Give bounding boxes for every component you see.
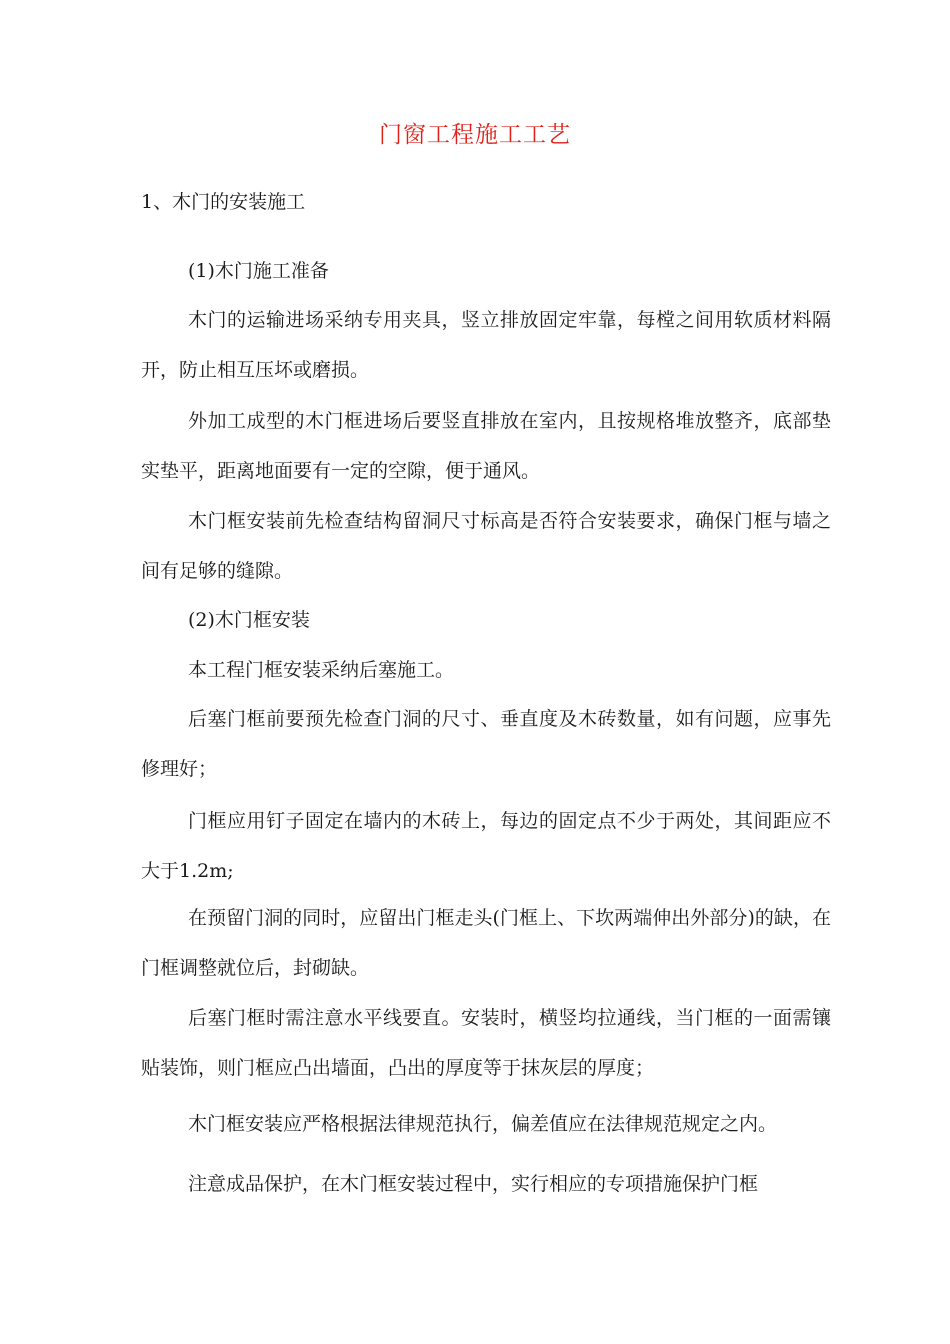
paragraph-6: 门框应用钉子固定在墙内的木砖上，每边的固定点不少于两处，其间距应不大于1.2m; [141,810,831,882]
paragraph-1: 木门的运输进场采纳专用夹具，竖立排放固定牢靠，每樘之间用软质材料隔开，防止相互压坏或磨损。 [141,309,831,381]
document-title: 门窗工程施工工艺 [379,122,571,148]
subsection-heading-1: (1)木门施工准备 [188,260,329,282]
section-heading-1: 1、木门的安装施工 [141,191,306,213]
paragraph-7: 在预留门洞的同时，应留出门框走头(门框上、下坎两端伸出外部分)的缺，在门框调整就位后，封砌缺。 [141,907,831,979]
paragraph-3: 木门框安装前先检查结构留洞尺寸标高是否符合安装要求，确保门框与墙之间有足够的缝隙。 [141,510,831,582]
paragraph-9: 木门框安装应严格根据法律规范执行，偏差值应在法律规范规定之内。 [188,1113,778,1135]
paragraph-4: 本工程门框安装采纳后塞施工。 [188,659,455,681]
paragraph-10: 注意成品保护，在木门框安装过程中，实行相应的专项措施保护门框 [188,1173,759,1195]
paragraph-2: 外加工成型的木门框进场后要竖直排放在室内，且按规格堆放整齐，底部垫实垫平，距离地面要有一定的空隙，便于通风。 [141,410,831,482]
paragraph-5: 后塞门框前要预先检查门洞的尺寸、垂直度及木砖数量，如有问题，应事先修理好； [141,708,831,780]
subsection-heading-2: (2)木门框安装 [188,609,310,631]
paragraph-8: 后塞门框时需注意水平线要直。安装时，横竖均拉通线，当门框的一面需镶贴装饰，则门框应凸出墙面，凸出的厚度等于抹灰层的厚度； [141,1007,831,1079]
